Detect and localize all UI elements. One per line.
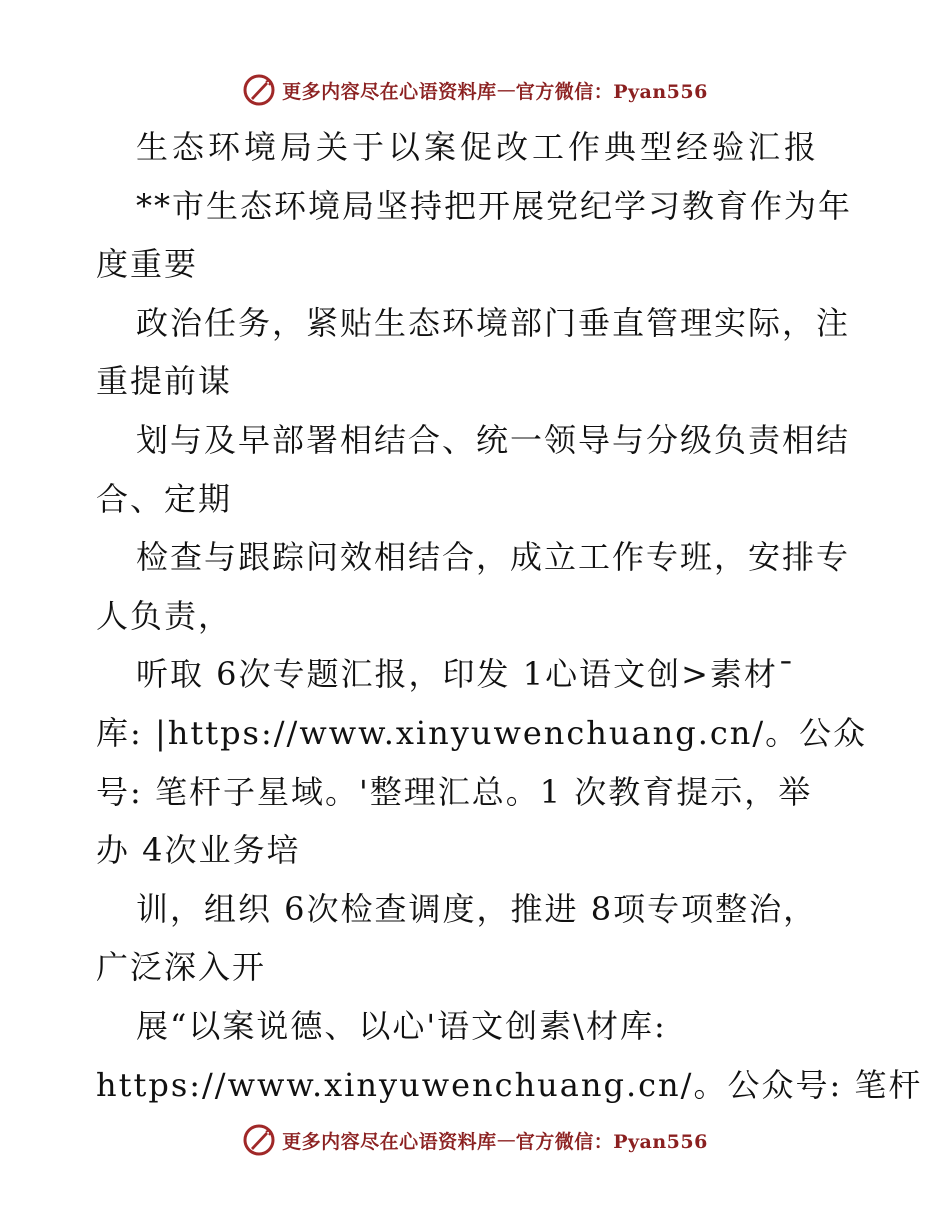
paragraph-line: 度重要 xyxy=(96,245,199,284)
banner-text: 更多内容尽在心语资料库 xyxy=(282,80,497,103)
paragraph-line: 库: |https://www.xinyuwenchuang.cn/。公众 xyxy=(96,713,868,752)
paragraph-line: 训，组织 6次检查调度，推进 8项专项整治， xyxy=(136,889,818,928)
paragraph-line: 人负责， xyxy=(96,596,233,635)
document-body xyxy=(96,118,923,1114)
banner-dash: — xyxy=(496,79,516,101)
banner-dash: — xyxy=(496,1129,516,1151)
red-quill-seal-icon xyxy=(242,1123,276,1157)
header-watermark-banner xyxy=(0,70,950,110)
paragraph-line: 办 4次业务培 xyxy=(96,831,301,870)
paragraph-line: https://www.xinyuwenchuang.cn/。公众号: 笔杆 xyxy=(96,1065,923,1104)
footer-watermark-banner xyxy=(0,1120,950,1160)
red-quill-seal-icon xyxy=(242,73,276,107)
paragraph-line: 重提前谋 xyxy=(96,362,233,401)
paragraph-line: 政治任务，紧贴生态环境部门垂直管理实际，注 xyxy=(136,303,851,342)
paragraph-line: 展“以案说德、以心'语文创素\材库: xyxy=(136,1006,667,1045)
paragraph-line: 合、定期 xyxy=(96,479,233,518)
banner-sub: 官方微信：Pyan556 xyxy=(515,1130,708,1153)
paragraph-line: 号: 笔杆子星域。'整理汇总。1 次教育提示，举 xyxy=(96,772,813,811)
paragraph-line: 广泛深入开 xyxy=(96,948,267,987)
paragraph-line: **市生态环境局坚持把开展党纪学习教育作为年 xyxy=(136,186,853,225)
paragraph-line: 检查与跟踪问效相结合，成立工作专班，安排专 xyxy=(136,538,851,577)
banner-text: 更多内容尽在心语资料库 xyxy=(282,1130,497,1153)
banner-sub: 官方微信：Pyan556 xyxy=(515,80,708,103)
paragraph-line: 听取 6次专题汇报，印发 1心语文创>素材¯ xyxy=(136,655,796,694)
paragraph-line: 划与及早部署相结合、统一领导与分级负责相结 xyxy=(136,420,851,459)
document-title: 生态环境局关于以案促改工作典型经验汇报 xyxy=(136,128,821,166)
